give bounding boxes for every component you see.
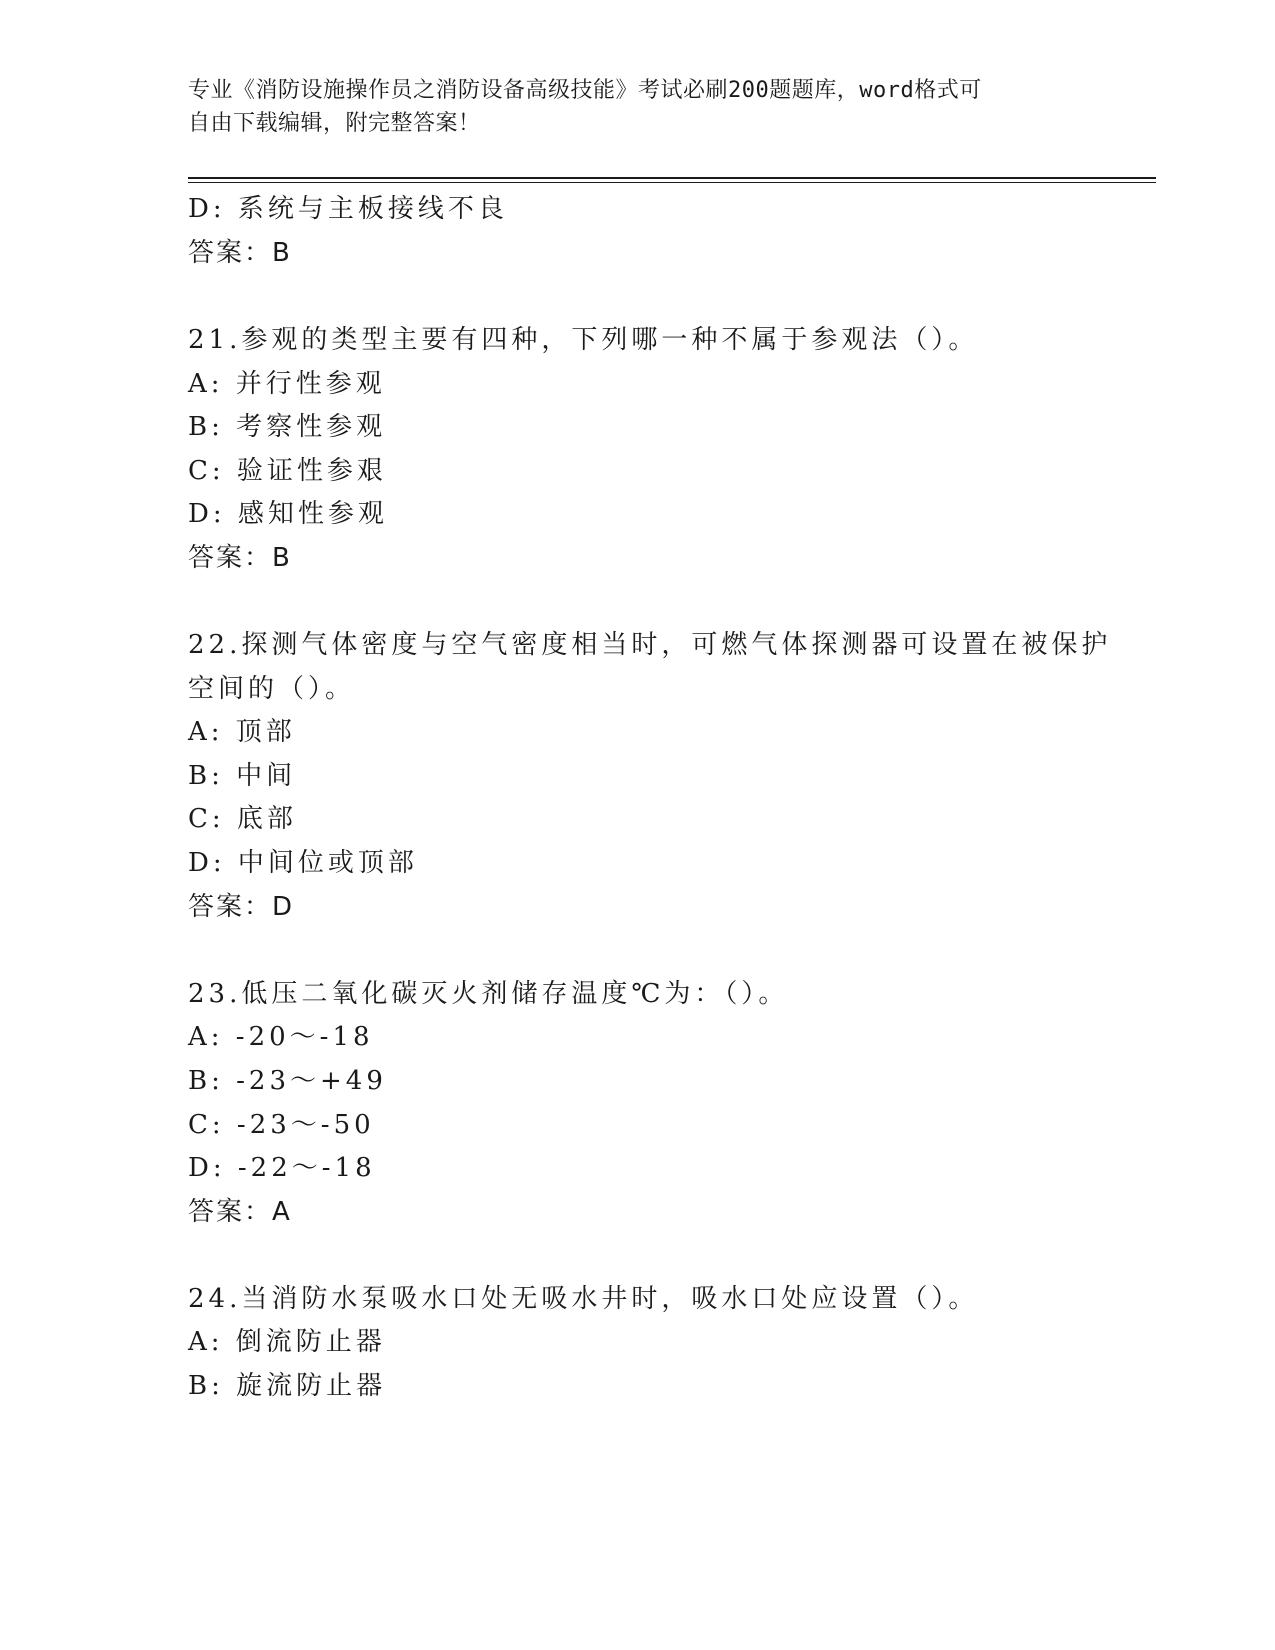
option-line: B: 考察性参观 [188,412,387,442]
option-line: D: 感知性参观 [188,499,388,529]
option-line: A: 倒流防止器 [188,1327,386,1357]
option-line: C: 验证性参艰 [188,456,387,486]
question-line: 空间的（）。 [188,674,356,704]
header-divider-thick [188,177,1156,179]
option-line: D: 中间位或顶部 [188,848,418,878]
option-line: C: 底部 [188,804,297,834]
option-line: B: -23～+49 [188,1066,387,1096]
option-line: A: -20～-18 [188,1022,374,1052]
header-divider-thin [188,182,1156,183]
document-header [188,74,1068,140]
answer-line: 答案：D [188,892,295,922]
option-line: D: 系统与主板接线不良 [188,194,508,224]
option-line: C: -23～-50 [188,1110,375,1140]
option-line: D: -22～-18 [188,1153,376,1183]
option-line: B: 中间 [188,761,297,791]
answer-line: 答案：B [188,238,292,268]
question-line: 22.探测气体密度与空气密度相当时，可燃气体探测器可设置在被保护 [188,630,1112,660]
header-line-1: 专业《消防设施操作员之消防设备高级技能》考试必刷200题题库，word格式可 [188,78,982,103]
answer-line: 答案：A [188,1197,292,1227]
header-line-2: 自由下载编辑，附完整答案！ [188,111,481,136]
answer-line: 答案：B [188,543,292,573]
question-line: 23.低压二氧化碳灭火剂储存温度℃为：（）。 [188,979,789,1009]
option-line: B: 旋流防止器 [188,1371,387,1401]
option-line: A: 并行性参观 [188,369,386,399]
question-line: 21.参观的类型主要有四种，下列哪一种不属于参观法（）。 [188,325,979,355]
option-line: A: 顶部 [188,717,296,747]
question-line: 24.当消防水泵吸水口处无吸水井时，吸水口处应设置（）。 [188,1284,979,1314]
